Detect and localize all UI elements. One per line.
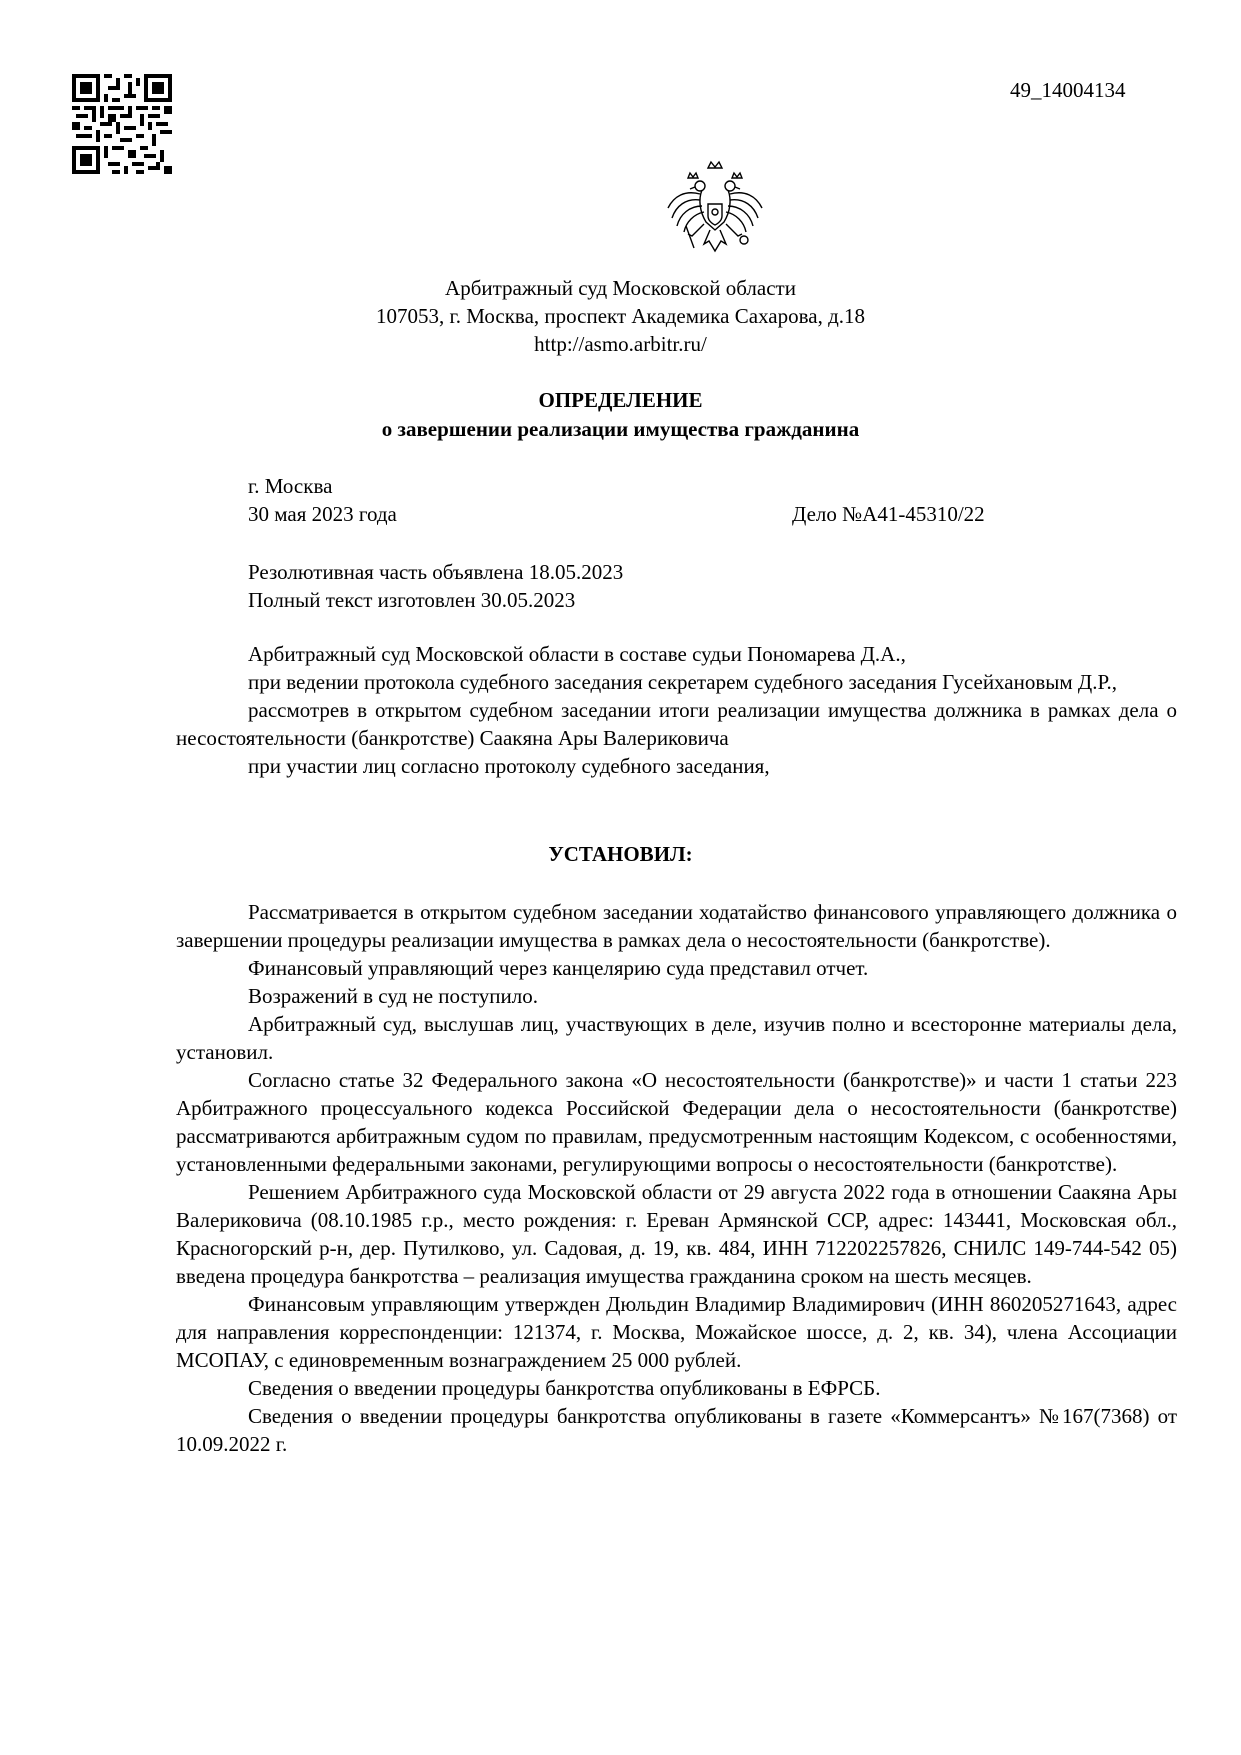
court-name: Арбитражный суд Московской области	[445, 276, 796, 300]
document-title-block	[0, 386, 1241, 444]
city: г. Москва	[248, 474, 333, 498]
document-subtitle: о завершении реализации имущества гражданина	[381, 417, 860, 441]
document-number: 49_14004134	[1010, 78, 1126, 102]
body-paragraph: Возражений в суд не поступило.	[248, 984, 538, 1008]
court-website: http://asmo.arbitr.ru/	[534, 332, 707, 356]
decision-date: 30 мая 2023 года	[248, 502, 397, 526]
case-number: Дело №А41-45310/22	[792, 502, 985, 526]
body-paragraph: Решением Арбитражного суда Московской области от 29 августа 2022 года в отношении Саакяна Ары Валериковича (08.10.1985 г.р., место рождения: г. Ереван Армянской ССР, адрес: 143441, Московская обл., Красногорский р-н, дер. Путилково, ул. Садовая, д. 19, кв. 484, ИНН 712202257826, СНИЛС 149-744-542 05) введена процедура банкротства – реализация имущества гражданина сроком на шесть месяцев.	[176, 1180, 1177, 1288]
body-paragraph: Согласно статье 32 Федерального закона «О несостоятельности (банкротстве)» и части 1 статьи 223 Арбитражного процессуального кодекса Российской Федерации дела о несостоятельности (банкротстве) рассматриваются арбитражным судом по правилам, предусмотренным настоящим Кодексом, с особенностями, установленными федеральными законами, регулирующими вопросы о несостоятельности (банкротстве).	[176, 1068, 1177, 1176]
intro-paragraph: Арбитражный суд Московской области в составе судьи Пономарева Д.А.,	[248, 642, 906, 666]
body-paragraph: Арбитражный суд, выслушав лиц, участвующих в деле, изучив полно и всесторонне материалы дела, установил.	[176, 1012, 1177, 1064]
body-paragraph: Рассматривается в открытом судебном заседании ходатайство финансового управляющего должника о завершении процедуры реализации имущества в рамках дела о несостоятельности (банкротстве).	[176, 900, 1177, 952]
fulltext-date: Полный текст изготовлен 30.05.2023	[248, 588, 576, 612]
body-paragraph: Сведения о введении процедуры банкротства опубликованы в ЕФРСБ.	[248, 1376, 881, 1400]
court-header	[0, 274, 1241, 358]
intro-paragraph: при участии лиц согласно протоколу судебного заседания,	[248, 754, 770, 778]
intro-paragraph: при ведении протокола судебного заседания секретарем судебного заседания Гусейхановым Д.Р.,	[248, 670, 1118, 694]
qr-code	[72, 74, 172, 174]
court-address: 107053, г. Москва, проспект Академика Сахарова, д.18	[375, 304, 866, 328]
established-section	[176, 898, 1177, 1458]
body-paragraph: Сведения о введении процедуры банкротства опубликованы в газете «Коммерсантъ» №167(7368) от 10.09.2022 г.	[176, 1404, 1177, 1456]
established-heading: УСТАНОВИЛ:	[548, 842, 693, 866]
body-paragraph: Финансовый управляющий через канцелярию суда представил отчет.	[248, 956, 869, 980]
document-title: ОПРЕДЕЛЕНИЕ	[538, 388, 703, 412]
body-paragraph: Финансовым управляющим утвержден Дюльдин Владимир Владимирович (ИНН 860205271643, адрес для направления корреспонденции: 121374, г. Москва, Можайское шоссе, д. 2, кв. 34), члена Ассоциации МСОПАУ, с единовременным вознаграждением 25 000 рублей.	[176, 1292, 1177, 1372]
resolution-date: Резолютивная часть объявлена 18.05.2023	[248, 560, 624, 584]
coat-of-arms-icon	[660, 160, 770, 270]
intro-section	[176, 640, 1177, 780]
intro-paragraph: рассмотрев в открытом судебном заседании итоги реализации имущества должника в рамках дела о несостоятельности (банкротстве) Саакяна Ары Валериковича	[176, 698, 1177, 750]
